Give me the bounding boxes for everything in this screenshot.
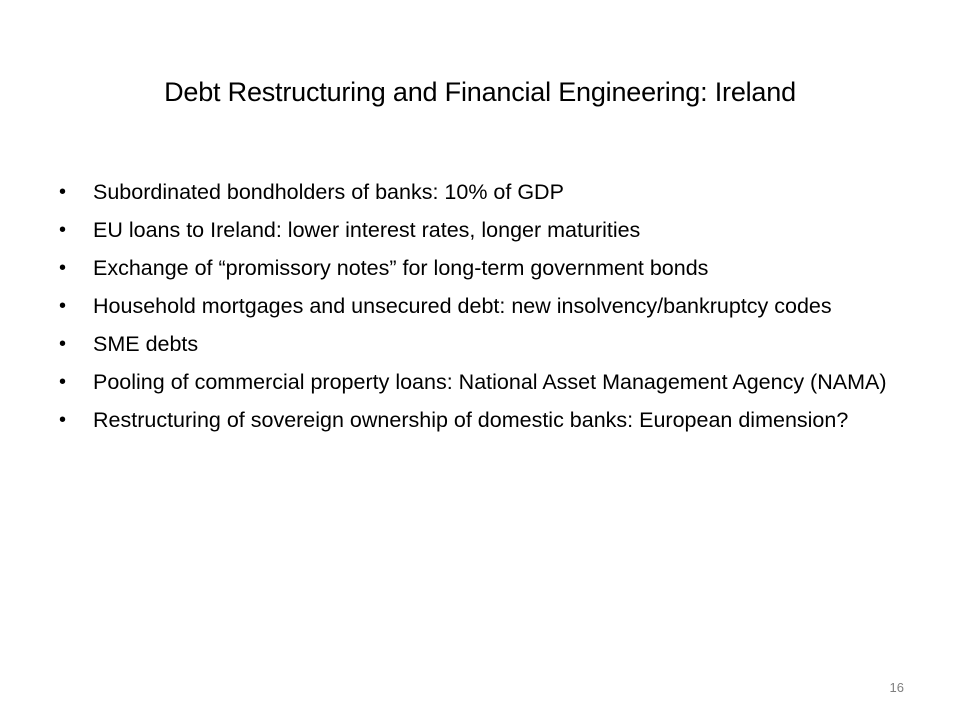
- bullet-text: EU loans to Ireland: lower interest rates, longer maturities: [93, 218, 641, 242]
- bullet-icon: •: [59, 181, 67, 203]
- bullet-item: [55, 290, 905, 322]
- slide-title: Debt Restructuring and Financial Engineering: Ireland: [164, 77, 796, 107]
- page-number: 16: [889, 680, 904, 695]
- bullet-item: [55, 328, 905, 360]
- bullet-text: Pooling of commercial property loans: National Asset Management Agency (NAMA): [93, 370, 887, 394]
- bullet-icon: •: [59, 371, 67, 393]
- bullet-icon: •: [59, 219, 67, 241]
- bullet-icon: •: [59, 295, 67, 317]
- bullet-list: [55, 176, 905, 442]
- bullet-text: Subordinated bondholders of banks: 10% of GDP: [93, 180, 564, 204]
- bullet-text: Exchange of “promissory notes” for long-term government bonds: [93, 256, 709, 280]
- bullet-icon: •: [59, 409, 67, 431]
- bullet-item: [55, 404, 905, 436]
- bullet-icon: •: [59, 333, 67, 355]
- bullet-item: [55, 252, 905, 284]
- bullet-icon: •: [59, 257, 67, 279]
- bullet-item: [55, 214, 905, 246]
- bullet-text: Restructuring of sovereign ownership of domestic banks: European dimension?: [93, 408, 849, 432]
- bullet-text: SME debts: [93, 332, 199, 356]
- bullet-item: [55, 176, 905, 208]
- bullet-item: [55, 366, 905, 398]
- bullet-text: Household mortgages and unsecured debt: new insolvency/bankruptcy codes: [93, 294, 832, 318]
